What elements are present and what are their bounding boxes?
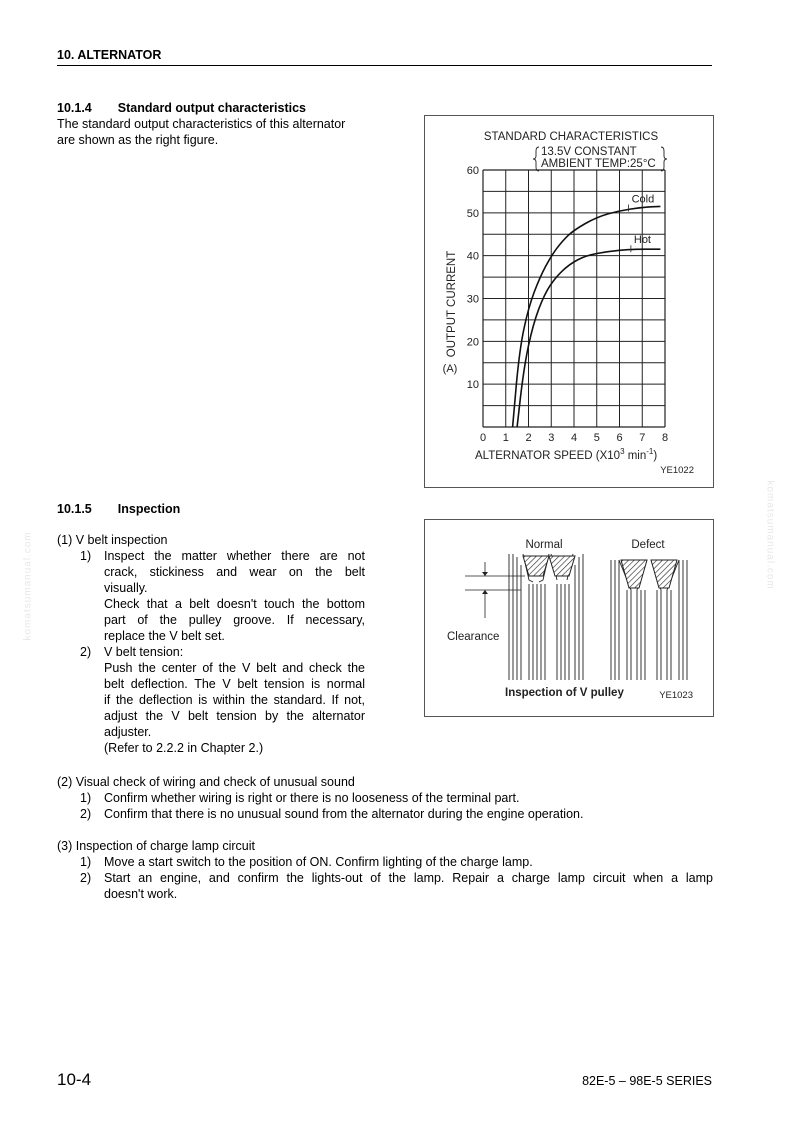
- text-line: if the deflection is within the standard. If not,: [104, 693, 365, 707]
- section-intro: [57, 116, 377, 148]
- section-heading-10-1-4: [57, 100, 306, 116]
- brace-left: [533, 147, 539, 171]
- figure-output-characteristics: [424, 115, 714, 488]
- text-line: Inspect the matter whether there are not: [104, 549, 365, 563]
- section-number: 10.1.5: [57, 502, 92, 516]
- x-axis-label-text: ALTERNATOR SPEED (X10: [475, 450, 621, 462]
- clearance-dimension: [465, 562, 525, 618]
- chart-subtitle-line: AMBIENT TEMP:25°C: [541, 158, 656, 170]
- series-line-hot: [517, 249, 660, 427]
- intro-line: The standard output characteristics of this alternator: [57, 117, 346, 131]
- x-axis-label-sup: 3: [620, 447, 625, 456]
- text-line: visually.: [104, 581, 148, 595]
- text-line: replace the V belt set.: [104, 629, 225, 643]
- label-normal: Normal: [525, 539, 563, 551]
- x-tick-labels: [480, 432, 668, 444]
- text-line: adjuster.: [104, 725, 152, 739]
- chart-title: STANDARD CHARACTERISTICS: [483, 131, 659, 143]
- label-defect: Defect: [631, 539, 665, 551]
- series-label-hot: Hot: [633, 234, 651, 247]
- x-tick-label: 5: [593, 432, 600, 444]
- pulley-normal: [509, 554, 583, 680]
- section-heading-10-1-5: [57, 501, 180, 517]
- section-title: Inspection: [117, 502, 181, 516]
- text-line: Start an engine, and confirm the lights-out of the lamp. Repair a charge lamp circuit when a lamp: [104, 871, 713, 885]
- x-tick-label: 7: [639, 432, 646, 444]
- y-tick-label: 10: [466, 379, 479, 392]
- y-tick-label: 30: [466, 293, 479, 306]
- text-line: (Refer to 2.2.2 in Chapter 2.): [104, 741, 264, 755]
- x-tick-label: 1: [502, 432, 509, 444]
- item-2-label: (2) Visual check of wiring and check of unusual sound: [57, 775, 355, 789]
- section-title: Standard output characteristics: [117, 101, 307, 115]
- text-line: part of the pulley groove. If necessary,: [104, 613, 365, 627]
- x-tick-label: 6: [616, 432, 623, 444]
- watermark-right: komatsumanual.com: [764, 480, 776, 590]
- chart-subtitle-line: 13.5V CONSTANT: [541, 146, 637, 158]
- item-1-1-number: 1): [80, 549, 92, 563]
- watermark-left: komatsumanual.com: [22, 531, 34, 641]
- v-pulley-diagram: [425, 520, 713, 716]
- text-line: crack, stickiness and wear on the belt: [104, 565, 365, 579]
- item-2-2-number: 2): [80, 807, 92, 821]
- y-axis-label: OUTPUT CURRENT: [446, 250, 458, 358]
- x-axis-label-close: ): [653, 450, 658, 462]
- y-tick-label: 40: [466, 250, 479, 263]
- page-number: 10-4: [57, 1070, 92, 1089]
- chapter-title: 10. ALTERNATOR: [57, 48, 162, 62]
- x-tick-label: 0: [479, 432, 487, 444]
- y-tick-label: 50: [466, 207, 479, 220]
- chart-series: [513, 194, 661, 427]
- text-line: Push the center of the V belt and check the: [104, 661, 365, 675]
- x-tick-label: 8: [661, 432, 669, 444]
- figure-v-pulley: [424, 519, 714, 717]
- item-1-2-number: 2): [80, 645, 92, 659]
- y-tick-label: 60: [466, 165, 479, 177]
- figure-caption: Inspection of V pulley: [505, 687, 624, 699]
- item-1-label: (1) V belt inspection: [57, 533, 168, 547]
- text-line: Check that a belt doesn't touch the bottom: [104, 597, 365, 611]
- x-tick-label: 2: [525, 432, 532, 444]
- brace-right: [661, 147, 667, 171]
- item-2-2-text: Confirm that there is no unusual sound from the alternator during the engine operation.: [104, 807, 584, 821]
- series-label: 82E-5 – 98E-5 SERIES: [582, 1074, 712, 1088]
- pulley-defect: [611, 560, 687, 680]
- figure-code: YE1023: [659, 690, 693, 701]
- item-3-2-number: 2): [80, 871, 92, 885]
- item-1-1-text: [104, 548, 365, 644]
- item-1-2-text: [104, 644, 365, 756]
- section-number: 10.1.4: [57, 101, 92, 115]
- item-3-1-number: 1): [80, 855, 92, 869]
- text-line: V belt tension:: [104, 645, 184, 659]
- item-3-1-text: Move a start switch to the position of ON. Confirm lighting of the charge lamp.: [104, 855, 533, 869]
- item-2-1-number: 1): [80, 791, 92, 805]
- x-axis-label-unit: min: [624, 450, 647, 462]
- x-axis-label-unit-sup: -1: [646, 447, 654, 456]
- intro-line: are shown as the right figure.: [57, 133, 219, 147]
- label-clearance: Clearance: [447, 631, 500, 643]
- x-tick-label: 3: [548, 432, 555, 444]
- item-3-label: (3) Inspection of charge lamp circuit: [57, 839, 256, 853]
- series-label-cold: Cold: [631, 193, 655, 206]
- text-line: adjust the V belt tension by the alternator: [104, 709, 365, 723]
- output-chart: [425, 116, 713, 487]
- figure-code: YE1022: [660, 465, 694, 476]
- header-rule: [57, 65, 712, 66]
- text-line: doesn't work.: [104, 887, 178, 901]
- item-3-2-text: [104, 870, 713, 902]
- y-tick-label: 20: [466, 336, 479, 349]
- text-line: belt deflection. The V belt tension is normal: [104, 677, 365, 691]
- y-tick-labels: [467, 165, 479, 391]
- y-axis-unit: (A): [442, 363, 458, 375]
- x-tick-label: 4: [570, 432, 578, 444]
- x-axis-label: [475, 447, 657, 462]
- item-2-1-text: Confirm whether wiring is right or there is no looseness of the terminal part.: [104, 791, 520, 805]
